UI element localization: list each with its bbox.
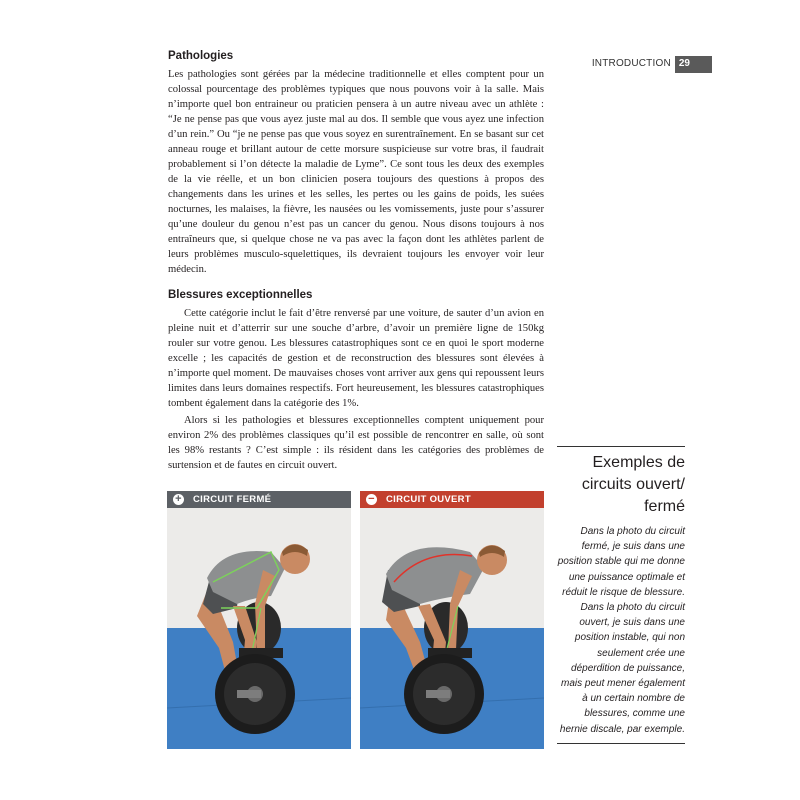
heading-pathologies: Pathologies — [168, 50, 234, 62]
heading-blessures: Blessures exceptionnelles — [168, 289, 313, 301]
deadlift-stable-image — [167, 508, 351, 749]
page-number: 29 — [675, 56, 712, 73]
photo-closed-circuit — [167, 491, 351, 749]
section-title: INTRODUCTION — [591, 58, 671, 69]
sidebar-box — [557, 446, 685, 744]
sidebar-bottom-rule — [557, 743, 685, 744]
paragraph-blessures-2: Alors si les pathologies et blessures exceptionnelles comptent uniquement pour environ 2% des problèmes classiques qu’il est possible de rencontrer en salle, où sont les 98% restants ? C’est simple : ils résident dans les catégories des problèmes de surtension et de fautes en circuit ouvert. — [168, 415, 544, 471]
running-header — [592, 56, 712, 73]
main-text-column — [168, 50, 544, 473]
photo-closed-label: CIRCUIT FERMÉ — [193, 494, 272, 505]
sidebar-top-rule — [557, 446, 685, 447]
photo-closed-header — [167, 491, 351, 508]
deadlift-unstable-image — [360, 508, 544, 749]
sidebar-title: Exemples de circuits ouvert/ fermé — [581, 454, 685, 515]
barbell-sleeve — [237, 690, 261, 698]
minus-icon: − — [366, 494, 377, 505]
photo-open-circuit — [360, 491, 544, 749]
barbell-sleeve — [426, 690, 450, 698]
plus-icon: + — [173, 494, 184, 505]
photo-open-header — [360, 491, 544, 508]
paragraph-pathologies: Les pathologies sont gérées par la médecine traditionnelle et elles comptent pour un colossal pourcentage des problèmes typiques que nous pouvons voir à la salle. Mais n’importe quel bon entraineur ou praticien pensera à un autre niveau avec un athlète : “Je ne pense pas que vous ayez juste mal au dos. Il semble que vous ayez une infection d’un rein.” Ou “je ne pense pas que vous soyez en surentraînement. En se basant sur cet anneau rouge et brillant autour de cette morsure suspicieuse sur votre bras, il faudrait probablement si l’on détecte la maladie de Lyme”. Ce sont tous les deux des exemples de la vie réelle, et un bon clinicien posera toujours des questions à propos des changements dans les urines et les selles, les pertes ou les gains de poids, les suées nocturnes, les malaises, la fièvre, les nausées ou les vomissements, juste pour s’assurer qu’une douleur du genou n’est pas un cancer du genou. Nous disons toujours à nos entraîneurs que, si quelque chose ne va pas avec la façon dont les athlètes parlent de leurs problèmes musculo-squelettiques, ils devraient toujours les envoyer voir leur médecin. — [168, 69, 544, 275]
sidebar-body: Dans la photo du circuit fermé, je suis dans une position stable qui me donne une puissance optimale et réduit le risque de blessure. Dans la photo du circuit ouvert, je suis dans une position instable, qui non seulement crée une déperdition de puissance, mais peut mener également à un certain nombre de blessures, comme une hernie discale, par exemple. — [557, 526, 685, 735]
photo-open-label: CIRCUIT OUVERT — [386, 494, 471, 505]
paragraph-blessures-1: Cette catégorie inclut le fait d’être renversé par une voiture, de sauter d’un avion en pleine nuit et d’atterrir sur une souche d’arbre, d’avoir un première ligne de 150kg rouler sur votre genou. Les blessures catastrophiques sont ce en quoi le sport moderne excelle ; les capacités de gestion et de reconstruction des blessures sont élevées à n’importe quel moment. De mauvaises choses vont arriver aux gens qui repoussent leurs limites dans leurs domaines respectifs. Fort heureusement, les blessures catastrophiques tombent également dans la catégorie des 1%. — [168, 308, 544, 409]
